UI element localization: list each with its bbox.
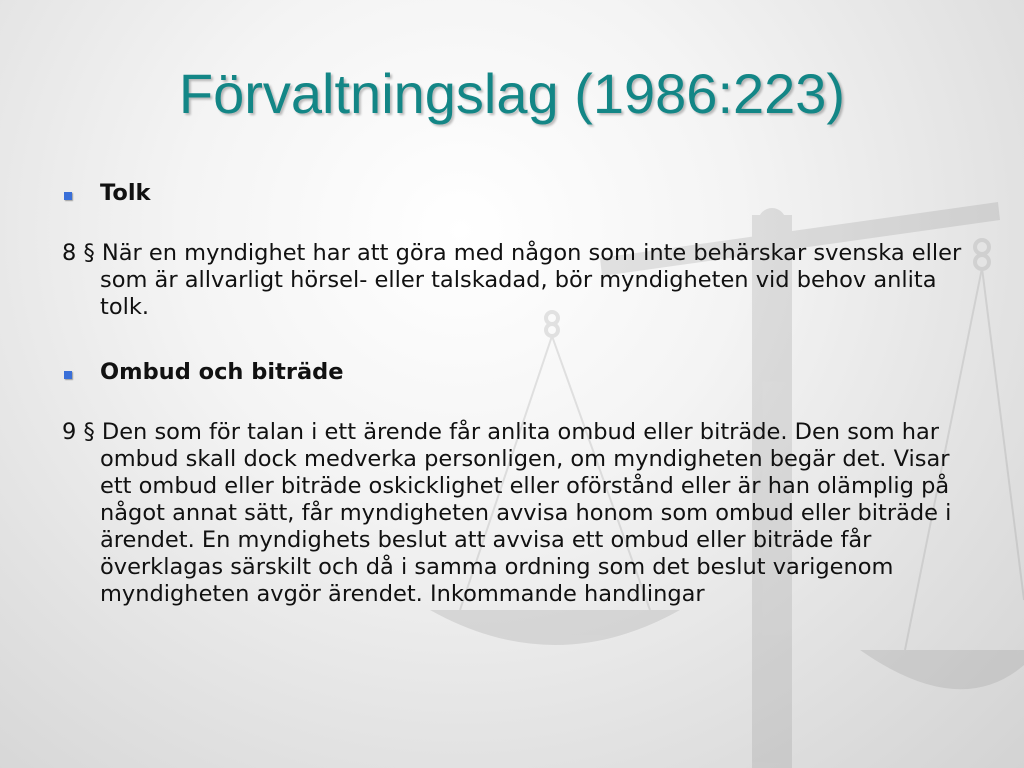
slide-title: Förvaltningslag (1986:223)	[178, 62, 846, 125]
bullet-square-icon	[64, 371, 72, 379]
section-paragraph: 9 § Den som för talan i ett ärende får anlita ombud eller biträde. Den som har ombud skall dock medverka personligen, om myndigheten begär det. Visar ett ombud eller biträde oskicklighet eller oförstånd eller är han olämplig på något annat sätt, får myndigheten avvisa honom som ombud eller biträde i ärendet. En myndighets beslut att avvisa ett ombud eller biträde får överklagas särskilt och då i samma ordning som det beslut varigenom myndigheten avgör ärendet. Inkommande handlingar	[62, 419, 952, 607]
bullet-square-icon	[64, 192, 72, 200]
bullet-heading-tolk	[62, 180, 972, 207]
slide-content	[62, 180, 972, 646]
bullet-heading-ombud	[62, 359, 972, 386]
section-heading: Ombud och biträde	[100, 359, 344, 385]
section-heading: Tolk	[100, 180, 151, 206]
section-paragraph: 8 § När en myndighet har att göra med någon som inte behärskar svenska eller som är allvarligt hörsel- eller talskadad, bör myndigheten vid behov anlita tolk.	[62, 240, 962, 320]
